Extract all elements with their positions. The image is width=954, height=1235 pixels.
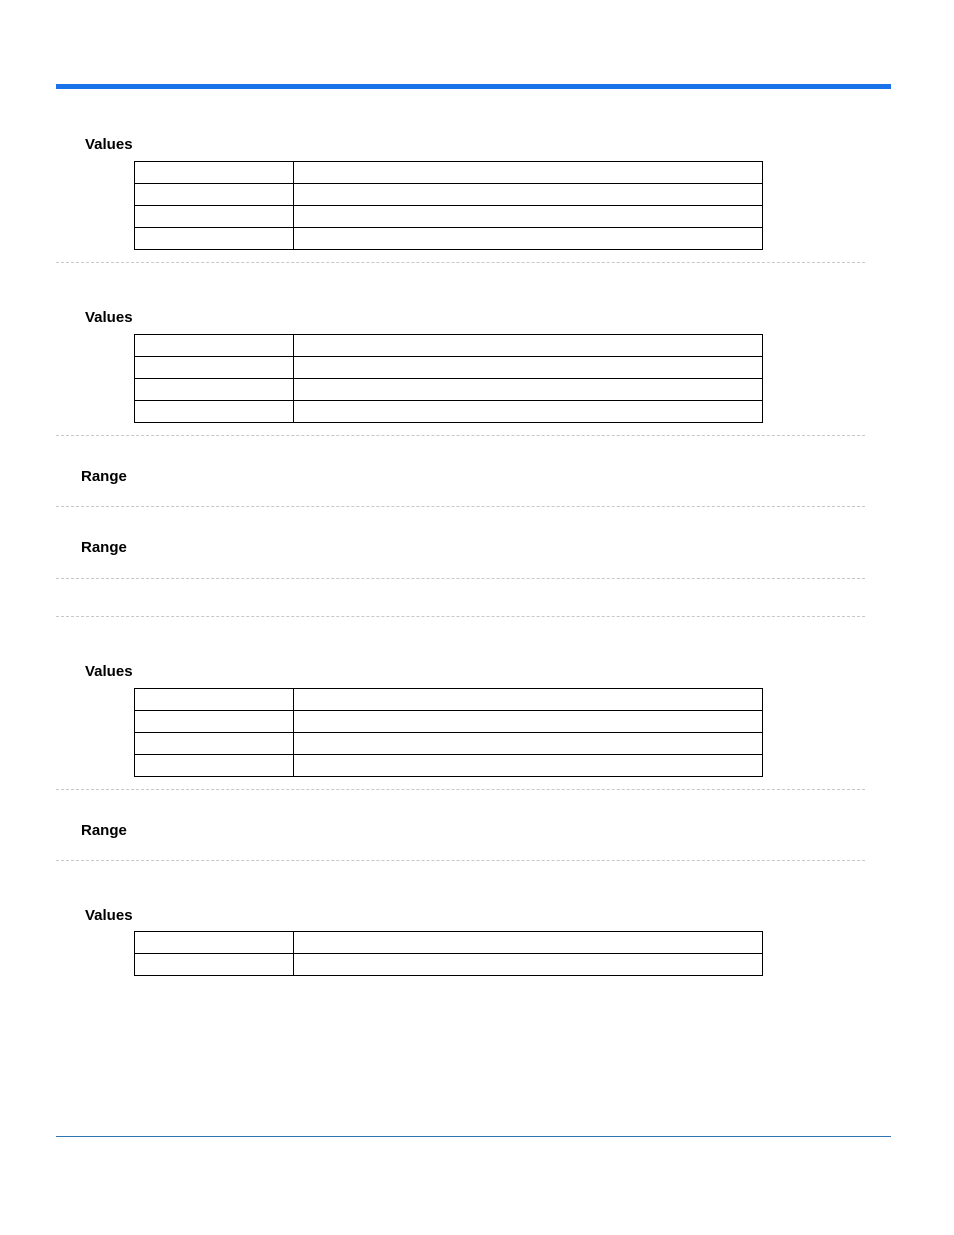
table-cell (294, 755, 763, 777)
table-cell (135, 401, 294, 423)
section-divider (56, 860, 865, 861)
table-cell (135, 184, 294, 206)
table-cell (294, 228, 763, 250)
table-cell (294, 733, 763, 755)
values-table (134, 931, 763, 976)
section-label-values: Values (85, 136, 133, 153)
table-cell (135, 932, 294, 954)
table-cell (294, 932, 763, 954)
table-cell (135, 711, 294, 733)
table-cell (294, 162, 763, 184)
section-label-values: Values (85, 907, 133, 924)
section-label-range: Range (81, 468, 127, 485)
table-row (135, 401, 763, 423)
table-cell (135, 733, 294, 755)
section-divider (56, 435, 865, 436)
table-row (135, 379, 763, 401)
section-label-range: Range (81, 539, 127, 556)
table-row (135, 954, 763, 976)
section-label-range: Range (81, 822, 127, 839)
section-divider (56, 789, 865, 790)
table-cell (294, 206, 763, 228)
values-table (134, 688, 763, 777)
section-divider (56, 506, 865, 507)
table-cell (135, 335, 294, 357)
table-row (135, 357, 763, 379)
values-table (134, 161, 763, 250)
table-row (135, 335, 763, 357)
table-cell (135, 755, 294, 777)
table-cell (294, 335, 763, 357)
table-cell (294, 954, 763, 976)
table-cell (294, 357, 763, 379)
table-cell (135, 379, 294, 401)
header-rule (56, 84, 891, 89)
table-cell (135, 228, 294, 250)
section-divider (56, 616, 865, 617)
table-row (135, 184, 763, 206)
table-cell (294, 184, 763, 206)
table-row (135, 228, 763, 250)
table-row (135, 755, 763, 777)
table-row (135, 206, 763, 228)
section-divider (56, 262, 865, 263)
table-row (135, 162, 763, 184)
table-cell (294, 689, 763, 711)
footer-rule (56, 1136, 891, 1137)
table-cell (294, 401, 763, 423)
table-cell (135, 162, 294, 184)
section-label-values: Values (85, 309, 133, 326)
section-label-values: Values (85, 663, 133, 680)
table-cell (294, 711, 763, 733)
table-row (135, 733, 763, 755)
table-cell (135, 954, 294, 976)
section-divider (56, 578, 865, 579)
table-row (135, 689, 763, 711)
values-table (134, 334, 763, 423)
table-cell (135, 689, 294, 711)
table-cell (135, 206, 294, 228)
table-cell (294, 379, 763, 401)
table-cell (135, 357, 294, 379)
table-row (135, 711, 763, 733)
table-row (135, 932, 763, 954)
